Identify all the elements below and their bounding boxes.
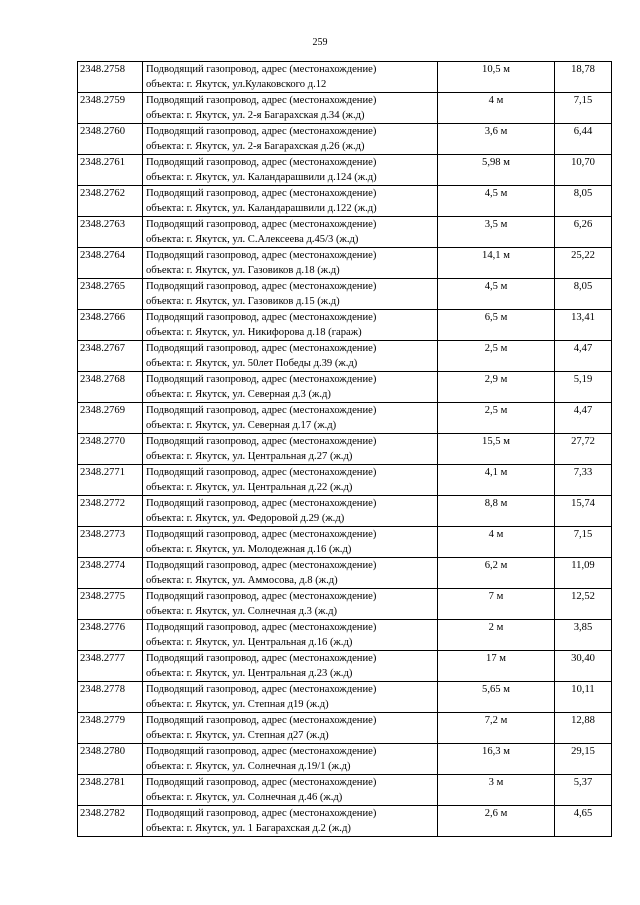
table-row	[78, 434, 612, 465]
description-cell	[143, 155, 438, 186]
description-cell	[143, 744, 438, 775]
description-line-1: Подводящий газопровод, адрес (местонахождение)	[146, 591, 377, 602]
row-number-cell: 2348.2778	[78, 682, 143, 713]
description-line-1: Подводящий газопровод, адрес (местонахождение)	[146, 126, 377, 137]
description-line-1: Подводящий газопровод, адрес (местонахождение)	[146, 467, 377, 478]
row-number-cell: 2348.2770	[78, 434, 143, 465]
table-row	[78, 62, 612, 93]
value-cell: 6,44	[555, 124, 612, 155]
description-cell	[143, 62, 438, 93]
description-line-2: объекта: г. Якутск, ул. Степная д19 (ж.д)	[146, 699, 329, 710]
length-cell: 6,2 м	[438, 558, 555, 589]
row-number-cell: 2348.2759	[78, 93, 143, 124]
description-cell	[143, 496, 438, 527]
description-line-2: объекта: г. Якутск, ул. Центральная д.22 (ж.д)	[146, 482, 353, 493]
table-row	[78, 651, 612, 682]
description-line-2: объекта: г. Якутск, ул. Северная д.3 (ж.д)	[146, 389, 331, 400]
description-line-1: Подводящий газопровод, адрес (местонахождение)	[146, 95, 377, 106]
description-line-2: объекта: г. Якутск, ул. Никифорова д.18 (гараж)	[146, 327, 362, 338]
description-line-1: Подводящий газопровод, адрес (местонахождение)	[146, 157, 377, 168]
value-cell: 4,47	[555, 403, 612, 434]
table-row	[78, 372, 612, 403]
value-cell: 10,11	[555, 682, 612, 713]
row-number-cell: 2348.2771	[78, 465, 143, 496]
description-line-2: объекта: г. Якутск, ул. Федоровой д.29 (ж.д)	[146, 513, 345, 524]
row-number-cell: 2348.2780	[78, 744, 143, 775]
description-line-1: Подводящий газопровод, адрес (местонахождение)	[146, 374, 377, 385]
table-row	[78, 744, 612, 775]
value-cell: 8,05	[555, 279, 612, 310]
description-cell	[143, 434, 438, 465]
description-line-2: объекта: г. Якутск, ул. Центральная д.16 (ж.д)	[146, 637, 353, 648]
description-line-1: Подводящий газопровод, адрес (местонахождение)	[146, 405, 377, 416]
table-row	[78, 620, 612, 651]
length-cell: 4,5 м	[438, 279, 555, 310]
description-cell	[143, 651, 438, 682]
value-cell: 15,74	[555, 496, 612, 527]
page-number: 259	[312, 37, 328, 48]
description-cell	[143, 124, 438, 155]
row-number-cell: 2348.2777	[78, 651, 143, 682]
length-cell: 6,5 м	[438, 310, 555, 341]
row-number-cell: 2348.2758	[78, 62, 143, 93]
length-cell: 4 м	[438, 93, 555, 124]
description-cell	[143, 310, 438, 341]
table-row	[78, 465, 612, 496]
length-cell: 16,3 м	[438, 744, 555, 775]
length-cell: 4,1 м	[438, 465, 555, 496]
value-cell: 8,05	[555, 186, 612, 217]
table-row	[78, 496, 612, 527]
row-number-cell: 2348.2762	[78, 186, 143, 217]
length-cell: 15,5 м	[438, 434, 555, 465]
description-cell	[143, 186, 438, 217]
length-cell: 10,5 м	[438, 62, 555, 93]
description-line-2: объекта: г. Якутск, ул. Каландарашвили д.124 (ж.д)	[146, 172, 377, 183]
description-line-1: Подводящий газопровод, адрес (местонахождение)	[146, 250, 377, 261]
length-cell: 7 м	[438, 589, 555, 620]
description-line-1: Подводящий газопровод, адрес (местонахождение)	[146, 746, 377, 757]
row-number-cell: 2348.2772	[78, 496, 143, 527]
value-cell: 7,15	[555, 93, 612, 124]
description-line-1: Подводящий газопровод, адрес (местонахождение)	[146, 684, 377, 695]
value-cell: 6,26	[555, 217, 612, 248]
table-row	[78, 186, 612, 217]
row-number-cell: 2348.2764	[78, 248, 143, 279]
value-cell: 10,70	[555, 155, 612, 186]
length-cell: 3,5 м	[438, 217, 555, 248]
description-cell	[143, 558, 438, 589]
description-line-1: Подводящий газопровод, адрес (местонахождение)	[146, 777, 377, 788]
row-number-cell: 2348.2765	[78, 279, 143, 310]
row-number-cell: 2348.2766	[78, 310, 143, 341]
description-line-1: Подводящий газопровод, адрес (местонахождение)	[146, 188, 377, 199]
description-line-2: объекта: г. Якутск, ул. Северная д.17 (ж.д)	[146, 420, 337, 431]
description-line-1: Подводящий газопровод, адрес (местонахождение)	[146, 343, 377, 354]
description-line-1: Подводящий газопровод, адрес (местонахождение)	[146, 312, 377, 323]
registry-table	[77, 61, 612, 837]
description-line-1: Подводящий газопровод, адрес (местонахождение)	[146, 281, 377, 292]
table-row	[78, 248, 612, 279]
description-cell	[143, 682, 438, 713]
row-number-cell: 2348.2767	[78, 341, 143, 372]
description-line-2: объекта: г. Якутск, ул. Аммосова, д.8 (ж.д)	[146, 575, 338, 586]
description-line-2: объекта: г. Якутск, ул. Солнечная д.46 (ж.д)	[146, 792, 343, 803]
length-cell: 4,5 м	[438, 186, 555, 217]
description-line-2: объекта: г. Якутск, ул. Газовиков д.18 (ж.д)	[146, 265, 340, 276]
length-cell: 3,6 м	[438, 124, 555, 155]
description-line-1: Подводящий газопровод, адрес (местонахождение)	[146, 529, 377, 540]
row-number-cell: 2348.2760	[78, 124, 143, 155]
description-cell	[143, 372, 438, 403]
value-cell: 30,40	[555, 651, 612, 682]
description-cell	[143, 806, 438, 837]
length-cell: 2,6 м	[438, 806, 555, 837]
description-line-2: объекта: г. Якутск, ул. Каландарашвили д.122 (ж.д)	[146, 203, 377, 214]
row-number-cell: 2348.2768	[78, 372, 143, 403]
description-cell	[143, 248, 438, 279]
description-cell	[143, 713, 438, 744]
value-cell: 5,37	[555, 775, 612, 806]
table-row	[78, 806, 612, 837]
description-line-2: объекта: г. Якутск, ул. С.Алексеева д.45/3 (ж.д)	[146, 234, 359, 245]
table-row	[78, 713, 612, 744]
length-cell: 17 м	[438, 651, 555, 682]
value-cell: 7,15	[555, 527, 612, 558]
description-line-1: Подводящий газопровод, адрес (местонахождение)	[146, 219, 377, 230]
value-cell: 11,09	[555, 558, 612, 589]
description-line-2: объекта: г. Якутск, ул. 1 Багарахская д.2 (ж.д)	[146, 823, 351, 834]
description-line-2: объекта: г. Якутск, ул. Солнечная д.3 (ж.д)	[146, 606, 338, 617]
value-cell: 29,15	[555, 744, 612, 775]
description-cell	[143, 341, 438, 372]
description-line-1: Подводящий газопровод, адрес (местонахождение)	[146, 715, 377, 726]
description-cell	[143, 527, 438, 558]
row-number-cell: 2348.2769	[78, 403, 143, 434]
description-line-1: Подводящий газопровод, адрес (местонахождение)	[146, 64, 377, 75]
value-cell: 7,33	[555, 465, 612, 496]
row-number-cell: 2348.2782	[78, 806, 143, 837]
row-number-cell: 2348.2775	[78, 589, 143, 620]
row-number-cell: 2348.2779	[78, 713, 143, 744]
description-line-2: объекта: г. Якутск, ул. Солнечная д.19/1 (ж.д)	[146, 761, 351, 772]
length-cell: 8,8 м	[438, 496, 555, 527]
table-row	[78, 558, 612, 589]
length-cell: 2,5 м	[438, 341, 555, 372]
table-row	[78, 155, 612, 186]
row-number-cell: 2348.2773	[78, 527, 143, 558]
table-row	[78, 589, 612, 620]
description-cell	[143, 465, 438, 496]
description-cell	[143, 589, 438, 620]
table-row	[78, 217, 612, 248]
description-line-1: Подводящий газопровод, адрес (местонахождение)	[146, 808, 377, 819]
value-cell: 12,88	[555, 713, 612, 744]
value-cell: 18,78	[555, 62, 612, 93]
description-cell	[143, 403, 438, 434]
description-line-2: объекта: г. Якутск, ул.Кулаковского д.12	[146, 79, 327, 90]
description-line-1: Подводящий газопровод, адрес (местонахождение)	[146, 622, 377, 633]
description-line-2: объекта: г. Якутск, ул. 50лет Победы д.39 (ж.д)	[146, 358, 358, 369]
table-row	[78, 775, 612, 806]
description-cell	[143, 217, 438, 248]
description-line-2: объекта: г. Якутск, ул. 2-я Багарахская д.26 (ж.д)	[146, 141, 365, 152]
description-cell	[143, 93, 438, 124]
description-line-1: Подводящий газопровод, адрес (местонахождение)	[146, 436, 377, 447]
value-cell: 25,22	[555, 248, 612, 279]
length-cell: 2,5 м	[438, 403, 555, 434]
length-cell: 4 м	[438, 527, 555, 558]
length-cell: 5,65 м	[438, 682, 555, 713]
length-cell: 2,9 м	[438, 372, 555, 403]
table-row	[78, 527, 612, 558]
value-cell: 12,52	[555, 589, 612, 620]
table-row	[78, 682, 612, 713]
length-cell: 2 м	[438, 620, 555, 651]
description-cell	[143, 279, 438, 310]
row-number-cell: 2348.2761	[78, 155, 143, 186]
value-cell: 4,65	[555, 806, 612, 837]
row-number-cell: 2348.2776	[78, 620, 143, 651]
value-cell: 4,47	[555, 341, 612, 372]
row-number-cell: 2348.2774	[78, 558, 143, 589]
description-cell	[143, 775, 438, 806]
table-row	[78, 341, 612, 372]
value-cell: 13,41	[555, 310, 612, 341]
table-row	[78, 310, 612, 341]
value-cell: 27,72	[555, 434, 612, 465]
description-line-2: объекта: г. Якутск, ул. Степная д27 (ж.д)	[146, 730, 329, 741]
length-cell: 5,98 м	[438, 155, 555, 186]
description-line-2: объекта: г. Якутск, ул. Газовиков д.15 (ж.д)	[146, 296, 340, 307]
table-row	[78, 279, 612, 310]
description-line-2: объекта: г. Якутск, ул. Центральная д.27 (ж.д)	[146, 451, 353, 462]
description-cell	[143, 620, 438, 651]
description-line-2: объекта: г. Якутск, ул. Центральная д.23 (ж.д)	[146, 668, 353, 679]
description-line-1: Подводящий газопровод, адрес (местонахождение)	[146, 498, 377, 509]
description-line-1: Подводящий газопровод, адрес (местонахождение)	[146, 653, 377, 664]
table-row	[78, 403, 612, 434]
row-number-cell: 2348.2781	[78, 775, 143, 806]
length-cell: 3 м	[438, 775, 555, 806]
table-row	[78, 93, 612, 124]
row-number-cell: 2348.2763	[78, 217, 143, 248]
table-row	[78, 124, 612, 155]
length-cell: 7,2 м	[438, 713, 555, 744]
registry-table-body	[78, 62, 612, 837]
description-line-2: объекта: г. Якутск, ул. 2-я Багарахская д.34 (ж.д)	[146, 110, 365, 121]
value-cell: 3,85	[555, 620, 612, 651]
length-cell: 14,1 м	[438, 248, 555, 279]
value-cell: 5,19	[555, 372, 612, 403]
description-line-1: Подводящий газопровод, адрес (местонахождение)	[146, 560, 377, 571]
description-line-2: объекта: г. Якутск, ул. Молодежная д.16 (ж.д)	[146, 544, 352, 555]
